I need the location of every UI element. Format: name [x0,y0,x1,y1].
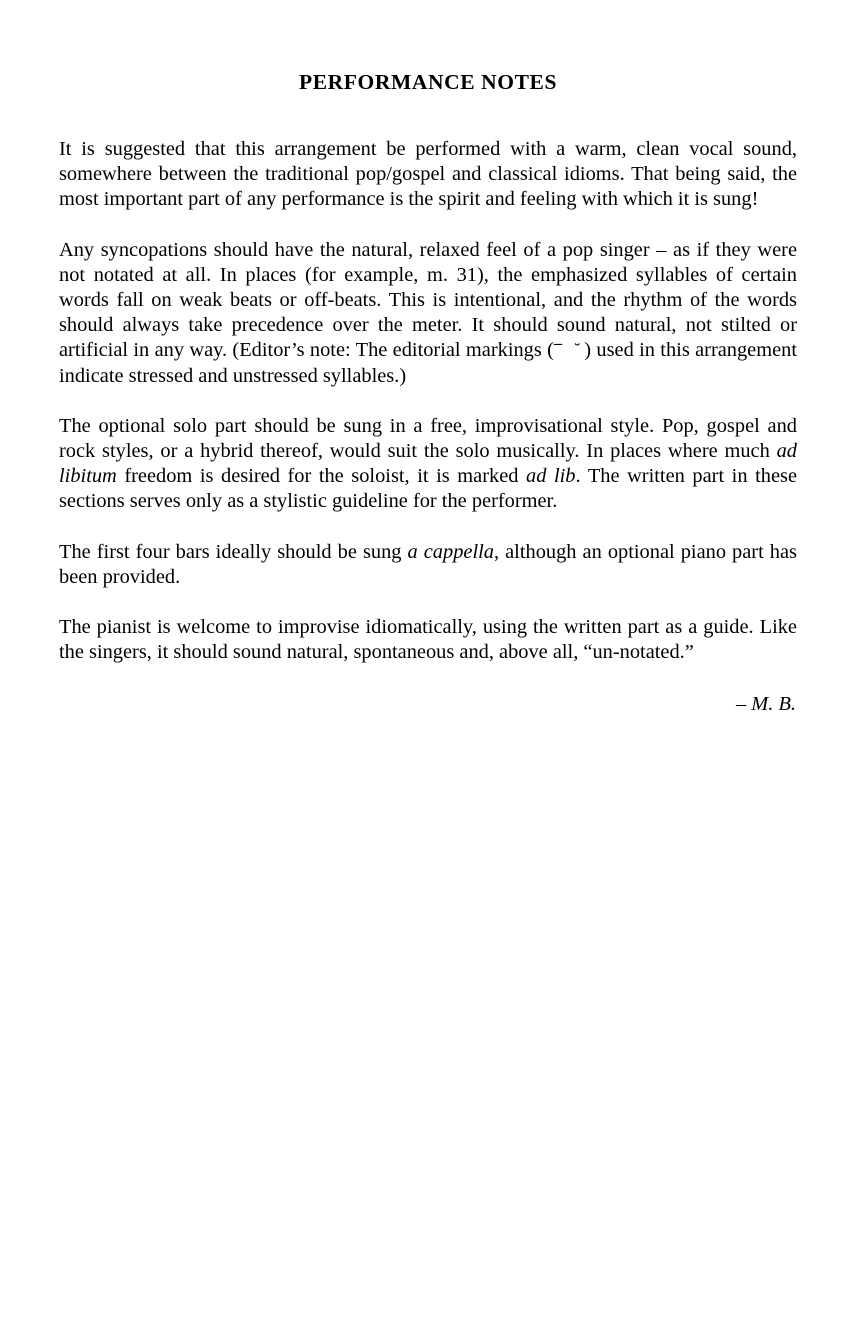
paragraph-5-text: The pianist is welcome to improvise idiomatically, using the written part as a guide. Like the singers, it should sound natural, spontaneous and, above all, “un-notated.” [59,616,797,664]
paragraph-1 [59,137,797,213]
stress-marks-glyph: ‾ ˘ [553,341,585,361]
paragraph-2 [59,238,797,389]
term-ad-libitum: ad libitum [59,440,797,488]
paragraph-3-text-part-1: The optional solo part should be sung in a free, improvisational style. Pop, gospel and rock styles, or a hybrid thereof, would suit the solo musically. In places where much [59,414,797,463]
paragraph-3 [59,414,797,515]
paragraph-4 [59,540,797,590]
document-content [59,60,797,718]
paragraph-1-text: It is suggested that this arrangement be performed with a warm, clean vocal sound, somewhere between the traditional pop/gospel and classical idioms. That being said, the most important part of any performance is the spirit and feeling with which it is sung! [59,138,797,211]
paragraph-2-text-part-2: ) used in this arrangement indicate stressed and unstressed syllables.) [59,339,797,387]
paragraph-4-text-part-2: , although an optional piano part has been provided. [59,540,797,588]
paragraph-3-text-part-2: freedom is desired for the soloist, it is marked [116,465,527,488]
notes-body [59,137,797,718]
term-ad-lib: ad lib [526,465,576,488]
page-title: PERFORMANCE NOTES [298,70,558,94]
paragraph-5 [59,615,797,665]
paragraph-4-text-part-1: The first four bars ideally should be sung [59,540,408,563]
paragraph-2-text-part-1: Any syncopations should have the natural, relaxed feel of a pop singer – as if they were not notated at all. In places (for example, m. 31), the emphasized syllables of certain words fall on weak beats or off-beats. This is intentional, and the rhythm of the words should always take precedence over the meter. It should sound natural, not stilted or artificial in any way. (Editor’s note: The editorial markings ( [59,238,797,362]
paragraph-3-text-part-3: . The written part in these sections serves only as a stylistic guideline for the performer. [59,465,798,513]
author-signature: – M. B. [735,693,796,716]
term-a-cappella: a cappella [407,540,494,563]
